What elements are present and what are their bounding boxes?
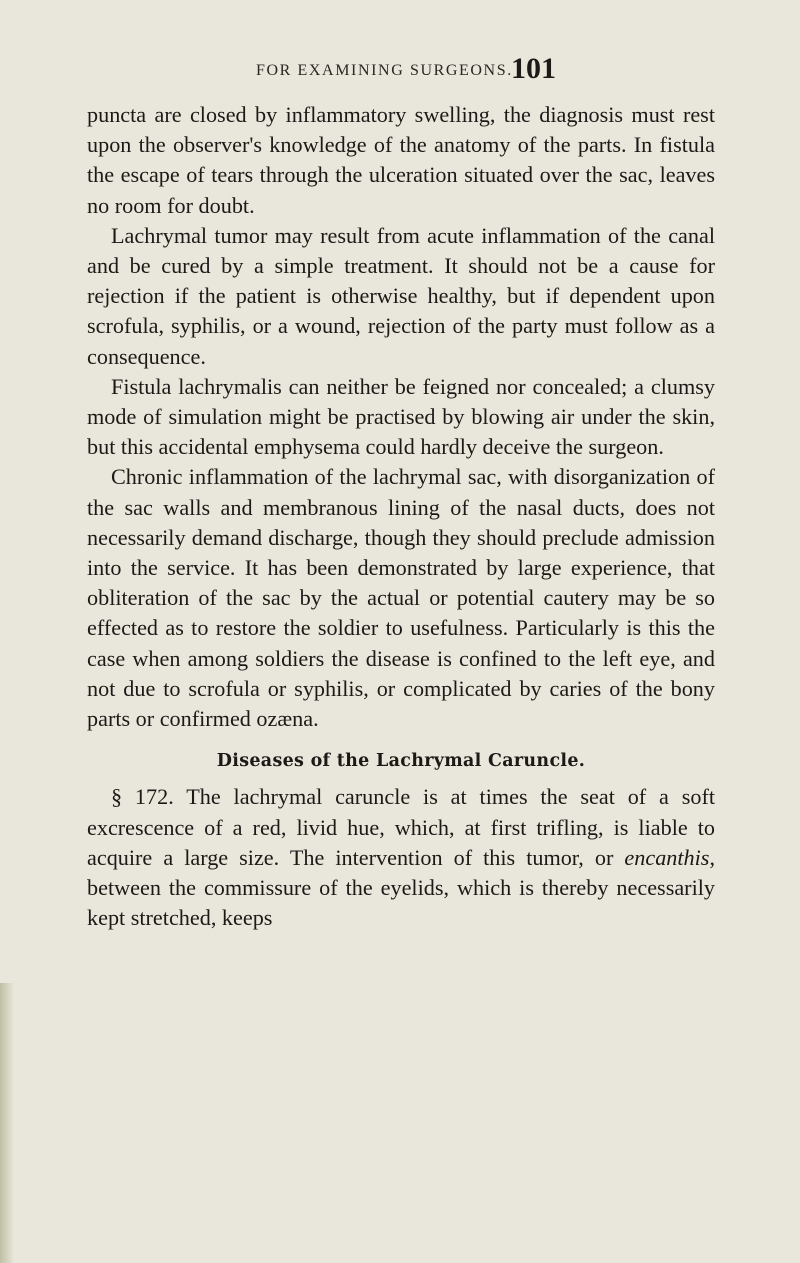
paragraph-chronic-inflammation: Chronic inflammation of the lachrymal sac, with disorganization of the sac walls and membranous lining of the nasal ducts, does not necessarily demand discharge, though they should preclude admission into the service. It has been demonstrated by large experience, that obliteration of the sac by the actual or potential cautery may be so effected as to restore the soldier to usefulness. Particularly is this the case when among soldiers the disease is confined to the left eye, and not due to scrofula or syphilis, or complicated by caries of the bony parts or confirmed ozæna. [87, 464, 715, 732]
paragraph-lachrymal-tumor: Lachrymal tumor may result from acute inflammation of the canal and be cured by a simple treatment. It should not be a cause for rejection if the patient is otherwise healthy, but if dependent upon scrofula, syphilis, or a wound, rejection of the party must follow as a consequence. [87, 222, 715, 369]
section-heading: Diseases of the Lachrymal Caruncle. [216, 751, 586, 772]
section-172-text: § 172. The lachrymal caruncle is at times the seat of a soft excrescence of a red, livid hue, which, at first trifling, is liable to acquire a large size. The intervention of this tumor, or [87, 784, 715, 870]
body-text [87, 100, 715, 933]
section-172-continuation: , between the commissure of the eyelids, which is thereby necessarily kept stretched, keeps [87, 844, 715, 931]
italic-term-encanthis: encanthis [624, 844, 710, 870]
paragraph-fistula-lachrymalis: Fistula lachrymalis can neither be feigned nor concealed; a clumsy mode of simulation might be practised by blowing air under the skin, but this accidental emphysema could hardly deceive the surgeon. [87, 373, 715, 460]
running-head: FOR EXAMINING SURGEONS. [256, 62, 513, 79]
paragraph-diagnosis: puncta are closed by inflammatory swelling, the diagnosis must rest upon the observer's knowledge of the anatomy of the parts. In fistula the escape of tears through the ulceration situated over the sac, leaves no room for doubt. [87, 102, 715, 218]
paragraph-section-172 [87, 782, 715, 933]
page-number: 101 [511, 52, 556, 85]
page-edge-shadow [0, 983, 14, 1263]
